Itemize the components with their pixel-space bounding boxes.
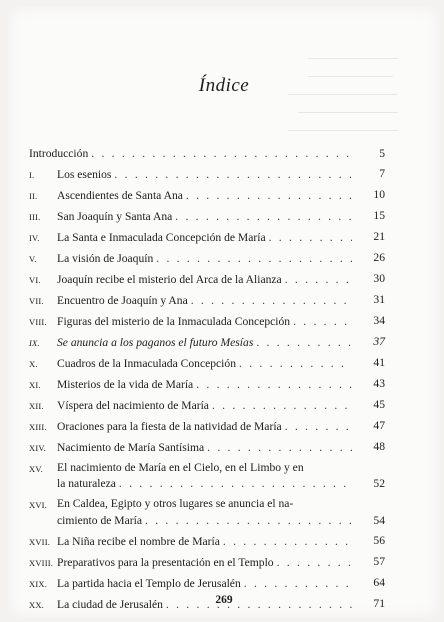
toc-entry	[29, 229, 385, 247]
chapter-title: Joaquín recibe el misterio del Arca de la Alianza	[57, 272, 282, 286]
chapter-title: Se anuncia a los paganos el futuro Mesías	[57, 335, 254, 349]
chapter-title: Cuadros de la Inmaculada Concepción	[57, 356, 236, 370]
toc-entry	[29, 250, 385, 268]
chapter-number: II.	[29, 190, 38, 201]
toc-entry	[29, 418, 385, 436]
chapter-title: Los esenios	[57, 167, 112, 181]
page-number: 26	[373, 250, 385, 264]
chapter-title: Oraciones para la fiesta de la natividad de María	[57, 419, 282, 433]
leader-dots	[119, 476, 352, 493]
toc-entry	[29, 496, 385, 529]
toc-entry	[29, 460, 385, 493]
toc-entry	[29, 313, 385, 331]
leader-dots	[114, 167, 352, 184]
table-of-contents	[29, 146, 385, 617]
chapter-title: Introducción	[29, 147, 89, 160]
page-number: 10	[373, 187, 385, 201]
leader-dots	[256, 335, 352, 352]
chapter-title: La Santa e Inmaculada Concepción de María	[57, 230, 266, 244]
leader-dots	[175, 209, 352, 226]
chapter-title: El nacimiento de María en el Cielo, en el Limbo y en	[57, 460, 304, 474]
book-page	[8, 6, 440, 618]
leader-dots	[145, 513, 352, 530]
page-number: 57	[373, 554, 385, 568]
chapter-number: IV.	[29, 232, 40, 243]
chapter-number: V.	[29, 253, 37, 264]
chapter-title: Preparativos para la presentación en el Templo	[57, 555, 274, 569]
chapter-title: Figuras del misterio de la Inmaculada Concepción	[57, 314, 291, 328]
leader-dots	[207, 440, 352, 457]
toc-entry	[29, 533, 385, 551]
leader-dots	[156, 251, 352, 268]
toc-entry	[29, 208, 385, 226]
chapter-number: XIV.	[29, 442, 46, 453]
chapter-number: VII.	[29, 295, 44, 306]
chapter-number: X.	[29, 358, 38, 369]
leader-dots	[186, 188, 352, 205]
chapter-title: San Joaquín y Santa Ana	[57, 209, 173, 223]
chapter-title: Misterios de la vida de María	[57, 377, 194, 391]
chapter-number: XVII.	[29, 536, 51, 547]
chapter-number: XVI.	[29, 500, 48, 511]
toc-entry	[29, 146, 385, 163]
leader-dots	[191, 293, 352, 310]
leader-dots	[277, 555, 352, 572]
chapter-number: VI.	[29, 274, 41, 285]
toc-entry	[29, 292, 385, 310]
chapter-title-continued: la naturaleza	[57, 477, 116, 491]
chapter-number: XX.	[29, 599, 45, 610]
leader-dots	[239, 356, 352, 373]
page-number: 54	[373, 513, 385, 527]
page-number: 15	[373, 208, 385, 222]
leader-dots	[285, 419, 352, 436]
toc-entry	[29, 271, 385, 289]
leader-dots	[244, 576, 352, 593]
chapter-title: La partida hacia el Templo de Jerusalén	[57, 576, 241, 590]
toc-entry	[29, 376, 385, 394]
leader-dots	[293, 314, 352, 331]
page-number: 21	[373, 229, 385, 243]
chapter-number: XI.	[29, 379, 41, 390]
chapter-title: Víspera del nacimiento de María	[57, 398, 209, 412]
chapter-title: Nacimiento de María Santísima	[57, 440, 205, 454]
toc-entry	[29, 166, 385, 184]
page-number: 47	[373, 418, 385, 432]
leader-dots	[285, 272, 352, 289]
chapter-number: XIX.	[29, 578, 48, 589]
page-number: 71	[373, 596, 385, 610]
page-number: 52	[373, 477, 385, 491]
chapter-title: La ciudad de Jerusalén	[57, 597, 163, 611]
leader-dots	[223, 534, 352, 551]
page-number: 31	[373, 292, 385, 306]
index-heading: Índice	[198, 75, 250, 96]
page-number: 45	[373, 397, 385, 411]
chapter-title: En Caldea, Egipto y otros lugares se anuncia el na-	[57, 497, 294, 511]
toc-entry	[29, 554, 385, 572]
chapter-number: IX.	[29, 337, 40, 348]
page-number: 37	[373, 334, 385, 348]
toc-entry	[29, 355, 385, 373]
chapter-number: XVIII.	[29, 557, 54, 568]
chapter-number: VIII.	[29, 316, 47, 327]
chapter-title: Ascendientes de Santa Ana	[57, 188, 183, 202]
page-number: 64	[373, 575, 385, 589]
chapter-number: XIII.	[29, 421, 47, 432]
page-folio: 269	[215, 594, 233, 606]
chapter-number: XV.	[29, 463, 43, 474]
page-number: 30	[373, 271, 385, 285]
chapter-number: I.	[29, 169, 35, 180]
page-number: 7	[379, 166, 385, 180]
toc-entry	[29, 187, 385, 205]
chapter-number: III.	[29, 211, 41, 222]
chapter-title: La visión de Joaquín	[57, 251, 154, 265]
page-number: 48	[373, 439, 385, 453]
toc-entry	[29, 575, 385, 593]
chapter-title: Encuentro de Joaquín y Ana	[57, 293, 188, 307]
chapter-number: XII.	[29, 400, 44, 411]
page-number: 5	[379, 147, 385, 160]
leader-dots	[91, 146, 352, 163]
chapter-title-continued: cimiento de María	[57, 513, 142, 527]
leader-dots	[196, 377, 352, 394]
page-number: 56	[373, 533, 385, 547]
toc-entry	[29, 439, 385, 457]
page-number: 41	[373, 355, 385, 369]
page-number: 43	[373, 376, 385, 390]
toc-entry	[29, 334, 385, 352]
leader-dots	[212, 398, 352, 415]
chapter-title: La Niña recibe el nombre de María	[57, 534, 220, 548]
page-number: 34	[373, 313, 385, 327]
toc-entry	[29, 397, 385, 415]
leader-dots	[269, 230, 352, 247]
